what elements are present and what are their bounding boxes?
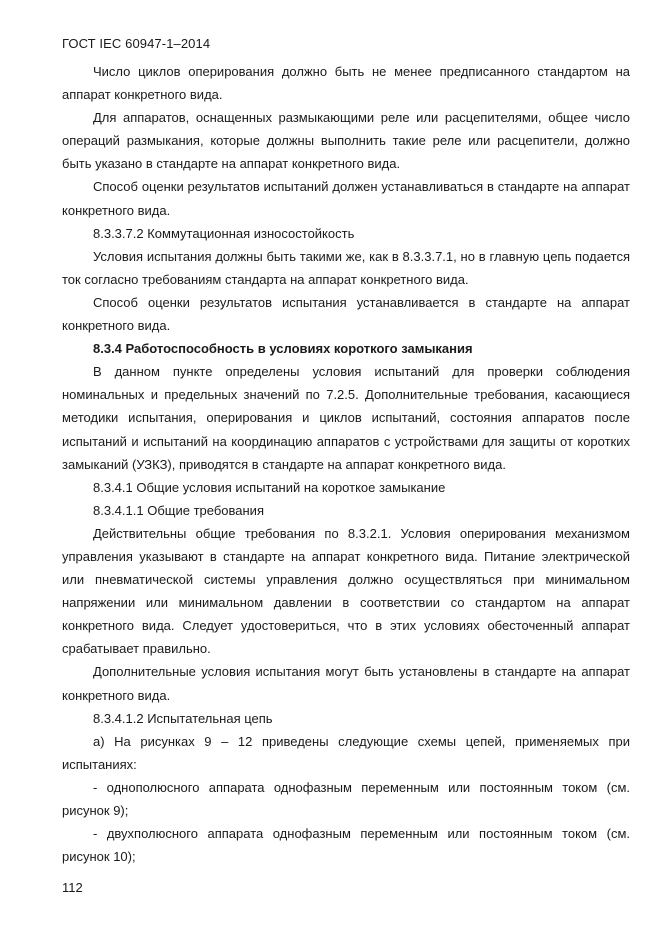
- document-body: [62, 60, 630, 868]
- paragraph: В данном пункте определены условия испытаний для проверки соблюдения номинальных и предельных значений по 7.2.5. Дополнительные требования, касающиеся методики испытания, оперирования и циклов испытаний, состояния аппаратов после испытаний и испытаний на координацию аппаратов с устройствами для защиты от коротких замыканий (УЗКЗ), приводятся в стандарте на аппарат конкретного вида.: [62, 364, 630, 472]
- paragraph: Дополнительные условия испытания могут быть установлены в стандарте на аппарат конкретного вида.: [62, 664, 630, 703]
- paragraph: a) На рисунках 9 – 12 приведены следующие схемы цепей, применяемых при испытаниях:: [62, 733, 630, 772]
- list-item: - однополюсного аппарата однофазным переменным или постоянным током (см. рисунок 9);: [62, 779, 630, 818]
- paragraph: Способ оценки результатов испытаний должен устанавливаться в стандарте на аппарат конкретного вида.: [62, 179, 630, 218]
- section-heading: 8.3.4.1.1 Общие требования: [93, 502, 264, 518]
- paragraph: Число циклов оперирования должно быть не менее предписанного стандартом на аппарат конкретного вида.: [62, 64, 630, 103]
- section-heading-bold: 8.3.4 Работоспособность в условиях короткого замыкания: [93, 341, 473, 357]
- paragraph: Условия испытания должны быть такими же, как в 8.3.3.7.1, но в главную цепь подается ток согласно требованиям стандарта на аппарат конкретного вида.: [62, 248, 630, 287]
- section-heading: 8.3.4.1.2 Испытательная цепь: [93, 710, 273, 726]
- section-heading: 8.3.3.7.2 Коммутационная износостойкость: [93, 225, 355, 241]
- document-header: ГОСТ IEC 60947-1–2014: [62, 36, 211, 51]
- paragraph: Действительны общие требования по 8.3.2.1. Условия оперирования механизмом управления указывают в стандарте на аппарат конкретного вида. Питание электрической или пневматической системы управления должно осуществляться при минимальном напряжении или минимальном давлении в соответствии со стандартом на аппарат конкретного вида. Следует удостовериться, что в этих условиях обесточенный аппарат срабатывает правильно.: [62, 525, 630, 657]
- paragraph: Способ оценки результатов испытания устанавливается в стандарте на аппарат конкретного вида.: [62, 294, 630, 334]
- section-heading: 8.3.4.1 Общие условия испытаний на короткое замыкание: [93, 479, 446, 495]
- list-item: - двухполюсного аппарата однофазным переменным или постоянным током (см. рисунок 10);: [62, 826, 630, 865]
- page-number: 112: [62, 880, 83, 895]
- paragraph: Для аппаратов, оснащенных размыкающими реле или расцепителями, общее число операций размыкания, которые должны выполнить такие реле или расцепители, должно быть указано в стандарте на аппарат конкретного вида.: [62, 110, 630, 172]
